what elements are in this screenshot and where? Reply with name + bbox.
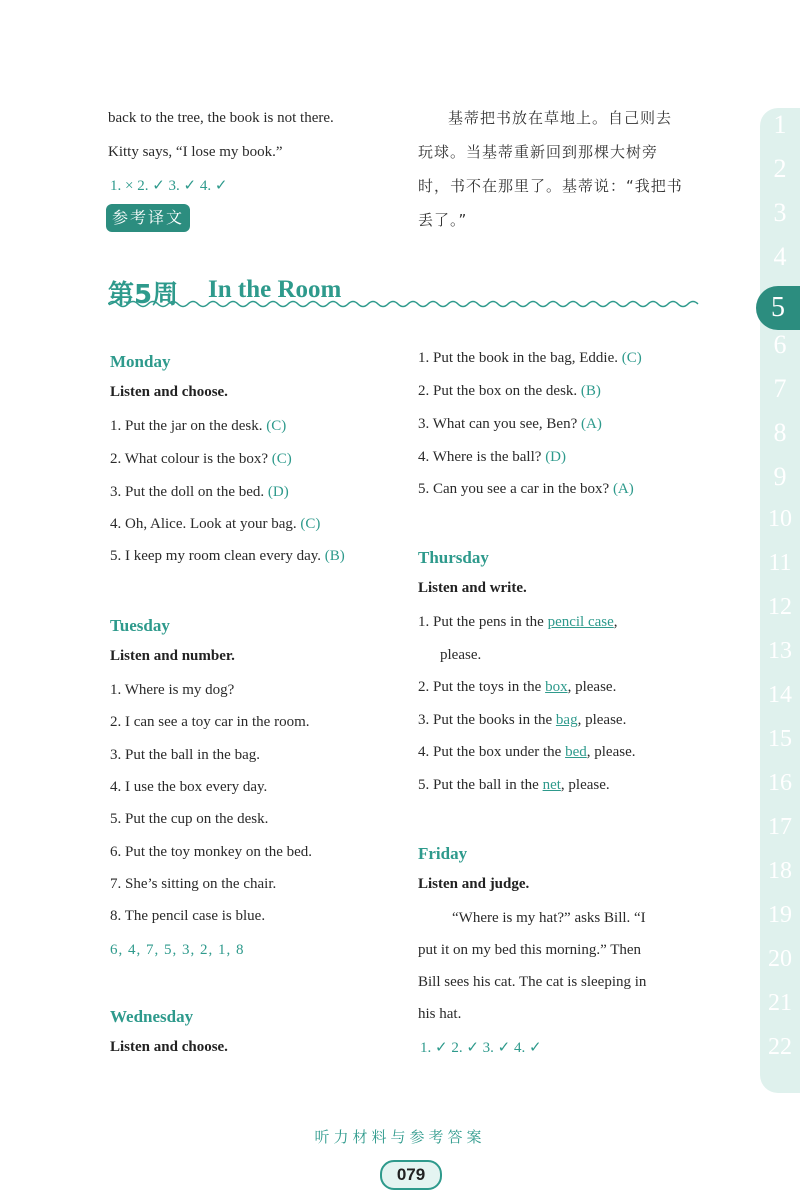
chapter-tab-7[interactable]: 7 (773, 374, 787, 403)
thursday-heading: Thursday (418, 548, 489, 567)
translation-line-1: 基蒂把书放在草地上。自己则去 (448, 109, 673, 127)
chapter-tab-9[interactable]: 9 (773, 462, 787, 491)
story-line-2: Kitty says, “I lose my book.” (108, 144, 283, 160)
thursday-item-5: 5. Put the ball in the net, please. (418, 777, 610, 793)
monday-instruction: Listen and choose. (110, 384, 228, 400)
page-number: 079 (380, 1160, 442, 1190)
chapter-tab-13[interactable]: 13 (768, 638, 792, 664)
story-answers: 1. × 2. ✓ 3. ✓ 4. ✓ (110, 178, 228, 194)
wednesday-item-2: 2. Put the box on the desk. (B) (418, 383, 601, 399)
chapter-tab-6[interactable]: 6 (773, 330, 787, 359)
thursday-item-4: 4. Put the box under the bed, please. (418, 744, 636, 760)
friday-line-1: “Where is my hat?” asks Bill. “I (452, 910, 646, 926)
reference-translation-badge: 参考译文 (106, 204, 190, 232)
chapter-tab-5-active[interactable]: 5 (756, 286, 800, 330)
chapter-tab-21[interactable]: 21 (768, 990, 792, 1016)
chapter-tab-22[interactable]: 22 (768, 1034, 792, 1060)
friday-line-4: his hat. (418, 1006, 462, 1022)
friday-line-3: Bill sees his cat. The cat is sleeping in (418, 974, 647, 990)
friday-answers: 1. ✓ 2. ✓ 3. ✓ 4. ✓ (420, 1040, 542, 1056)
tuesday-item-4: 4. I use the box every day. (110, 779, 268, 795)
tuesday-heading: Tuesday (110, 616, 170, 635)
monday-item-5: 5. I keep my room clean every day. (B) (110, 548, 345, 564)
translation-line-2: 玩球。当基蒂重新回到那棵大树旁 (418, 143, 659, 161)
friday-line-2: put it on my bed this morning.” Then (418, 942, 642, 958)
thursday-item-2: 2. Put the toys in the box, please. (418, 679, 617, 695)
tuesday-item-6: 6. Put the toy monkey on the bed. (110, 844, 313, 860)
week-title-cn: 第5周 (108, 280, 179, 310)
thursday-instruction: Listen and write. (418, 580, 527, 596)
wednesday-item-5: 5. Can you see a car in the box? (A) (418, 481, 634, 497)
chapter-tab-18[interactable]: 18 (768, 858, 792, 884)
tuesday-item-3: 3. Put the ball in the bag. (110, 747, 260, 763)
chapter-tab-16[interactable]: 16 (768, 770, 792, 796)
friday-heading: Friday (418, 844, 468, 863)
tuesday-item-8: 8. The pencil case is blue. (110, 908, 266, 924)
chapter-tab-4[interactable]: 4 (773, 242, 787, 271)
footer-title: 听力材料与参考答案 (314, 1128, 486, 1146)
thursday-item-1: 1. Put the pens in the pencil case, (418, 614, 618, 630)
chapter-tab-14[interactable]: 14 (768, 682, 792, 708)
chapter-tab-12[interactable]: 12 (768, 594, 792, 620)
chapter-tab-17[interactable]: 17 (768, 814, 792, 840)
monday-item-1: 1. Put the jar on the desk. (C) (110, 418, 287, 434)
translation-line-4: 丢了。” (418, 211, 468, 229)
chapter-tab-8[interactable]: 8 (773, 418, 787, 447)
wednesday-item-1: 1. Put the book in the bag, Eddie. (C) (418, 350, 642, 366)
chapter-tab-19[interactable]: 19 (768, 902, 792, 928)
thursday-item-1-cont: please. (440, 647, 482, 663)
chapter-tab-15[interactable]: 15 (768, 726, 792, 752)
thursday-item-3: 3. Put the books in the bag, please. (418, 712, 627, 728)
chapter-tab-11[interactable]: 11 (768, 550, 792, 576)
chapter-tab-10[interactable]: 10 (768, 506, 792, 532)
tuesday-answer: 6, 4, 7, 5, 3, 2, 1, 8 (110, 942, 245, 958)
chapter-tab-1[interactable]: 1 (773, 110, 787, 139)
wednesday-heading: Wednesday (110, 1007, 194, 1026)
tuesday-item-7: 7. She’s sitting on the chair. (110, 876, 277, 892)
chapter-tab-2[interactable]: 2 (773, 154, 787, 183)
translation-line-3: 时，书不在那里了。基蒂说：“我把书 (418, 177, 683, 195)
friday-instruction: Listen and judge. (418, 876, 530, 892)
chapter-tab-strip (760, 108, 800, 1093)
week-title-en: In the Room (208, 276, 342, 303)
monday-heading: Monday (110, 352, 171, 371)
tuesday-item-1: 1. Where is my dog? (110, 682, 235, 698)
monday-item-2: 2. What colour is the box? (C) (110, 451, 292, 467)
monday-item-3: 3. Put the doll on the bed. (D) (110, 484, 289, 500)
wednesday-item-3: 3. What can you see, Ben? (A) (418, 416, 602, 432)
wednesday-instruction: Listen and choose. (110, 1039, 228, 1055)
monday-item-4: 4. Oh, Alice. Look at your bag. (C) (110, 516, 321, 532)
chapter-tab-3[interactable]: 3 (773, 198, 787, 227)
wavy-divider (108, 298, 706, 310)
tuesday-item-2: 2. I can see a toy car in the room. (110, 714, 310, 730)
wednesday-item-4: 4. Where is the ball? (D) (418, 449, 567, 465)
chapter-tab-20[interactable]: 20 (768, 946, 792, 972)
tuesday-item-5: 5. Put the cup on the desk. (110, 811, 269, 827)
tuesday-instruction: Listen and number. (110, 648, 235, 664)
story-line-1: back to the tree, the book is not there. (108, 110, 334, 126)
